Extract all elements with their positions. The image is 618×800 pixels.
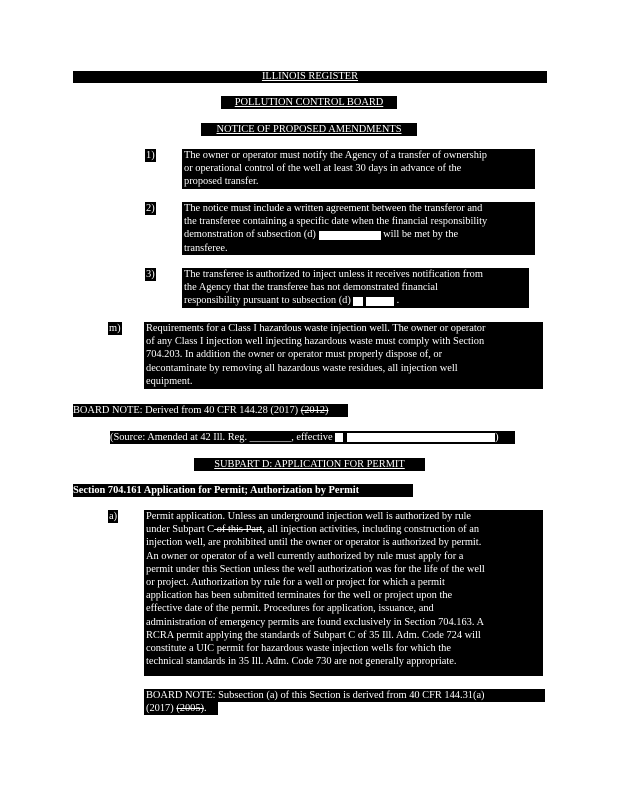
item-m-text: Requirements for a Class I hazardous waste injection well. The owner or operator of any Class I injection well injecting hazardous waste must comply with Section 704.203. In addition the owner or operator must properly dispose of, or decontaminate by removing all hazardous waste residues, all injection well equipment. <box>144 322 543 389</box>
subpart-heading: SUBPART D: APPLICATION FOR PERMIT <box>194 458 425 471</box>
notice-title: NOTICE OF PROPOSED AMENDMENTS <box>201 123 417 136</box>
board-note-1: BOARD NOTE: Derived from 40 CFR 144.28 (2017) (2012) <box>73 404 348 417</box>
item-1-label: 1) <box>146 150 155 161</box>
register-title: ILLINOIS REGISTER <box>261 71 359 82</box>
item-2-label: 2) <box>146 203 155 214</box>
item-a-text: Permit application. Unless an underground injection well is authorized by rule under Subpart C of this Part, all injection activities, including construction of an injection well, are prohibited until the owner or operator is authorized by permit. An owner or operator of a well currently authorized by rule must apply for a permit under this Section unless the well authorization was for the life of the well or project. Authorization by rule for a well or project for which a permit application has been submitted terminates for the well or project upon the effective date of the permit. Procedures for application, issuance, and administration of emergency permits are found exclusively in Section 704.163. A RCRA permit applying the standards of Subpart C of 35 Ill. Adm. Code 724 will constitute a UIC permit for hazardous waste injection wells for which the technical standards in 35 Ill. Adm. Code 730 are not generally appropriate. <box>144 510 543 676</box>
item-2-text: The notice must include a written agreement between the transferor and the transferee containing a specific date when the financial responsibility demonstration of subsection (d) will be met by the transferee. <box>182 202 535 255</box>
board-title: POLLUTION CONTROL BOARD <box>221 96 397 109</box>
item-a-label: a) <box>109 511 118 522</box>
item-3-label: 3) <box>146 269 155 280</box>
item-1-text: The owner or operator must notify the Agency of a transfer of ownership or operational control of the well at least 30 days in advance of the proposed transfer. <box>182 149 535 189</box>
board-note-2: BOARD NOTE: Subsection (a) of this Section is derived from 40 CFR 144.31(a) <box>144 689 545 702</box>
item-m-label: m) <box>109 323 121 334</box>
source-note: (Source: Amended at 42 Ill. Reg. ________, effective ) <box>110 431 515 444</box>
item-3-text: The transferee is authorized to inject unless it receives notification from the Agency that the transferee has not demonstrated financial responsibility pursuant to subsection (d) . <box>182 268 529 308</box>
section-heading: Section 704.161 Application for Permit; Authorization by Permit <box>73 484 413 497</box>
board-note-2-date: (2017) (2005). <box>144 702 218 715</box>
